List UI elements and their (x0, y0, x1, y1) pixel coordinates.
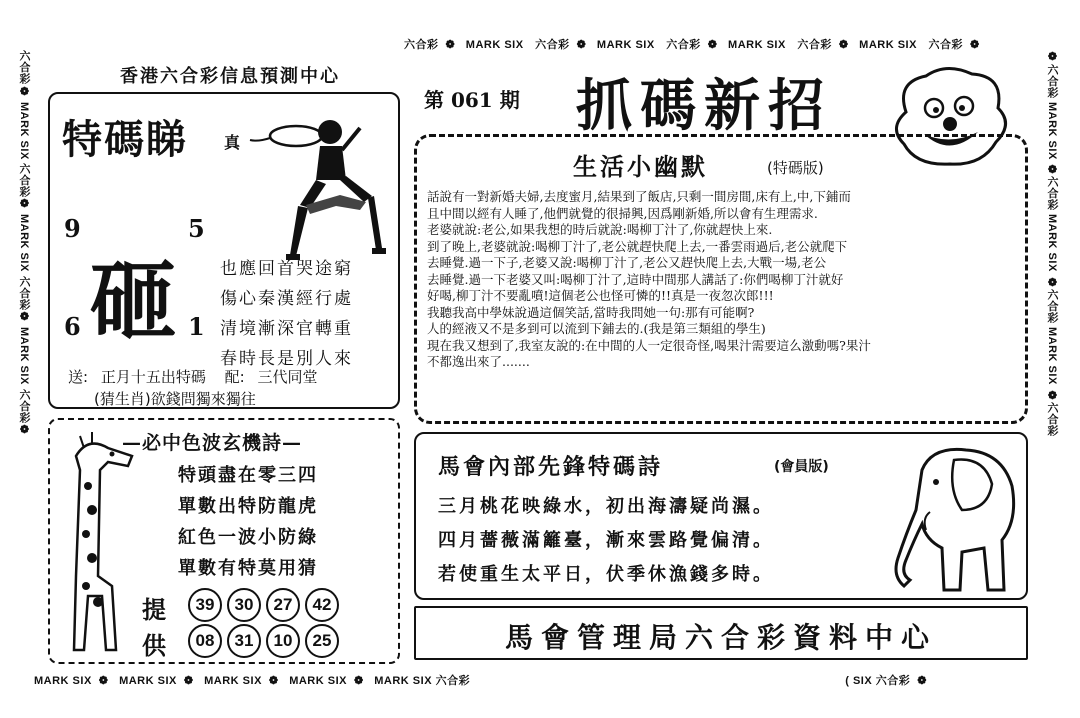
number-ball: 42 (305, 588, 339, 622)
number-ball: 27 (266, 588, 300, 622)
flower-icon: ❁ (838, 39, 849, 51)
issue-value: 061 (450, 88, 493, 112)
number-row-2 (188, 624, 339, 658)
flower-icon: ❁ (970, 39, 980, 51)
color-wave-poem-panel (48, 418, 400, 664)
pair-label: 配: (224, 368, 245, 386)
border-brand-cn: 六合彩 (1046, 402, 1058, 437)
top-border-strip (400, 36, 1070, 54)
border-brand-en: MARK SIX (204, 675, 262, 687)
poem-line: 單數有特莫用猜 (178, 558, 318, 579)
number-ball: 39 (188, 588, 222, 622)
flower-icon: ❁ (268, 675, 279, 687)
flower-icon: ❁ (18, 423, 30, 437)
border-brand-en: MARK SIX (1046, 327, 1058, 386)
border-brand-en: MARK SIX (465, 39, 524, 51)
flower-icon: ❁ (18, 310, 30, 324)
poem-line: 也應回首哭途窮 (220, 259, 353, 279)
send-pair-row (68, 366, 326, 387)
border-brand-cn: 六合彩 (1046, 63, 1058, 98)
border-brand-cn: 六合彩 (928, 39, 963, 51)
border-brand-en: MARK SIX (1046, 101, 1058, 160)
humor-line: 去睡覺.過一下子,老婆又說:喝柳丁汁了,老公又趕快爬上去,大戰一場,老公 (427, 255, 827, 270)
humor-line: 人的經液又不是多到可以流到下鋪去的.(我是第三類組的學生) (427, 321, 766, 336)
flower-icon: ❁ (445, 39, 456, 51)
border-brand-en: MARK SIX (18, 327, 30, 386)
riddle-character: 砸 (90, 251, 176, 352)
number-ball: 10 (266, 624, 300, 658)
number-ball: 08 (188, 624, 222, 658)
pioneer-poem (438, 490, 774, 592)
flower-icon: ❁ (1046, 50, 1058, 64)
border-brand-cn: 六合彩 (404, 39, 439, 51)
humor-line: 到了晚上,老婆就說:喝柳丁汁了,老公就趕快爬上去,一番雲雨過后,老公就爬下 (427, 238, 848, 254)
humor-line: 老婆就說:老公,如果我想的時后就說:喝柳丁汁了,你就趕快上來. (427, 222, 773, 237)
pair-value: 三代同堂 (257, 368, 318, 386)
issue-number (424, 84, 520, 113)
number-top-right: 5 (188, 214, 205, 243)
issue-suffix: 期 (499, 88, 520, 112)
elephant-illustration-icon (892, 440, 1022, 596)
issue-prefix: 第 (424, 88, 444, 112)
border-brand-cn: 六合彩 (1046, 289, 1058, 324)
poem-line: 四月薔薇滿籬臺，漸來雲路覺偏清。 (438, 530, 774, 551)
border-partial-start: MARK SIX 六合彩 (374, 675, 471, 687)
number-ball: 30 (227, 588, 261, 622)
number-bottom-left: 6 (64, 312, 81, 341)
left-border-strip (16, 50, 36, 690)
border-partial-end: ( SIX 六合彩 (845, 675, 911, 687)
border-brand-en: MARK SIX (289, 675, 347, 687)
number-row-1 (188, 588, 339, 622)
humor-title: 生活小幽默 (573, 152, 708, 181)
bottom-border-strip (30, 672, 1070, 690)
humor-line: 不都逸出來了....... (427, 354, 530, 369)
main-title: 抓碼新招 (576, 73, 832, 139)
flower-icon: ❁ (707, 39, 718, 51)
flower-icon: ❁ (353, 675, 364, 687)
border-brand-cn: 六合彩 (797, 39, 832, 51)
border-brand-cn: 六合彩 (1046, 176, 1058, 211)
humor-line: 我聽我高中學妹說過這個笑話,當時我問她一句:那有可能啊? (427, 304, 755, 320)
humor-subtitle: (特碼版) (767, 159, 824, 177)
ti-label: 提 (142, 595, 166, 624)
flower-icon: ❁ (18, 197, 30, 211)
tema-panel (48, 92, 400, 409)
humor-line: 現在我又想到了,我室友說的:在中間的人一定很奇怪,喝果汁需要這么激動嗎?果汁 (427, 337, 871, 353)
poem-line: 清境漸深官轉重 (220, 319, 353, 339)
number-top-left: 9 (64, 214, 81, 243)
flower-icon: ❁ (1046, 388, 1058, 403)
humor-line: 且中間以經有人睡了,他們就覺的很掃興,因爲剛新婚,所以會有生理需求. (427, 205, 818, 221)
border-brand-en: MARK SIX (1046, 214, 1058, 273)
right-border-strip (1044, 50, 1064, 690)
humor-panel (414, 134, 1028, 424)
border-brand-en: MARK SIX (18, 101, 30, 160)
border-brand-en: MARK SIX (728, 39, 786, 51)
border-brand-en: MARK SIX (596, 39, 655, 51)
humor-body (427, 189, 1019, 371)
border-brand-en: MARK SIX (859, 39, 917, 51)
flower-icon: ❁ (576, 39, 587, 51)
poem-line: 特頭盡在零三四 (178, 465, 318, 486)
gong-label: 供 (142, 631, 166, 660)
tema-subtitle: 真 (224, 133, 241, 152)
humor-line: 去睡覺.過一下老婆又叫:喝柳丁汁了,這時中間那人講話了:你們喝柳丁汁就好 (427, 271, 844, 287)
pioneer-poem-panel (414, 432, 1028, 600)
pioneer-poem-subtitle: (會員版) (774, 459, 829, 475)
border-brand-cn: 六合彩 (535, 39, 570, 51)
poem-line: 三月桃花映綠水，初出海濤疑尚濕。 (438, 496, 774, 517)
border-brand-en: MARK SIX (34, 675, 92, 687)
border-brand-en: MARK SIX (18, 214, 30, 273)
flower-icon: ❁ (18, 84, 30, 98)
border-brand-cn: 六合彩 (18, 50, 30, 85)
tema-poem (220, 254, 353, 374)
flower-icon: ❁ (1046, 162, 1058, 177)
flower-icon: ❁ (1046, 275, 1058, 290)
number-ball: 31 (227, 624, 261, 658)
data-center-banner (414, 606, 1028, 660)
flower-icon: ❁ (183, 675, 194, 687)
data-center-title: 馬會管理局六合彩資料中心 (504, 621, 937, 654)
poem-line: 春時長是別人來 (220, 349, 353, 369)
number-ball: 25 (305, 624, 339, 658)
giraffe-illustration-icon (58, 426, 148, 656)
border-brand-cn: 六合彩 (18, 388, 30, 424)
cowgirl-illustration-icon (280, 110, 390, 270)
border-brand-cn: 六合彩 (18, 162, 30, 198)
humor-line: 話說有一對新婚夫婦,去度蜜月,結果到了飯店,只剩一間房間,床有上,中,下鋪而 (427, 189, 851, 204)
border-brand-cn: 六合彩 (666, 39, 701, 51)
zodiac-hint: (猜生肖)欲錢問獨來獨往 (94, 390, 256, 408)
poem-panel-title: —必中色波玄機詩— (122, 432, 303, 454)
color-wave-poem (178, 460, 318, 584)
poem-line: 若使重生太平日，伏季休漁錢多時。 (438, 564, 774, 585)
pioneer-poem-title: 馬會內部先鋒特碼詩 (438, 454, 664, 480)
poem-line: 傷心秦漢經行處 (220, 289, 353, 309)
info-center-header: 香港六合彩信息預測中心 (120, 66, 340, 87)
poem-line: 單數出特防龍虎 (178, 496, 318, 517)
send-label: 送: (68, 368, 89, 386)
send-value: 正月十五出特碼 (100, 368, 206, 386)
flower-icon: ❁ (917, 675, 927, 687)
border-brand-en: MARK SIX (119, 675, 177, 687)
border-brand-cn: 六合彩 (18, 275, 30, 311)
humor-line: 好喝,柳丁汁不要亂噴!這個老公也怪可憐的!!真是一夜忽次郎!!! (427, 288, 774, 303)
tema-title: 特碼睇 (62, 116, 188, 163)
number-bottom-right: 1 (188, 312, 205, 341)
flower-icon: ❁ (98, 675, 109, 687)
poem-line: 紅色一波小防綠 (178, 527, 318, 548)
